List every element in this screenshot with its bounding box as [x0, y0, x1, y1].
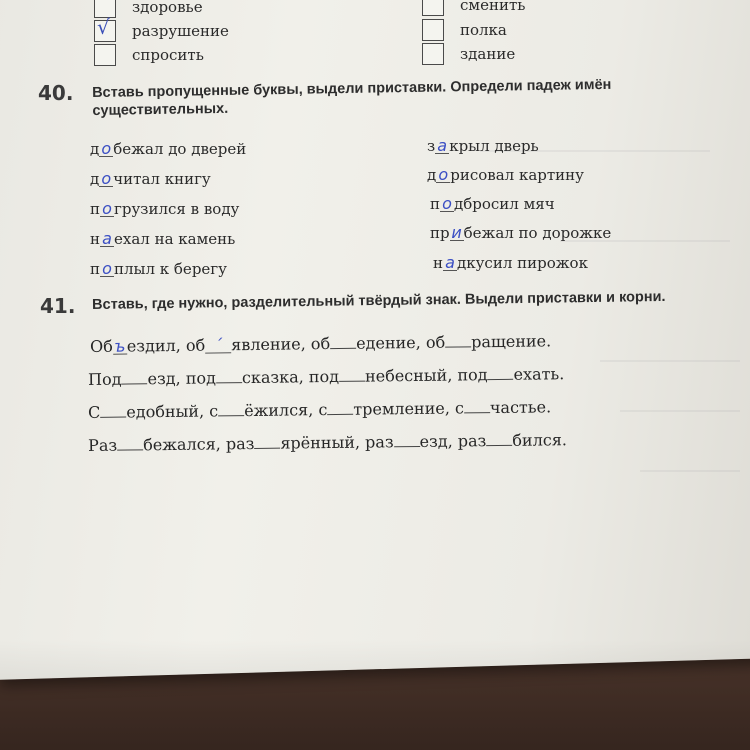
- answer-blank[interactable]: [486, 445, 512, 446]
- checkmark-icon: √: [97, 15, 110, 39]
- exercise-item: з а крыл дверь: [427, 136, 539, 155]
- exercise-item: д о читал книгу: [90, 169, 211, 188]
- answer-checkbox[interactable]: [94, 15, 116, 42]
- checkbox-label: спросить: [132, 46, 204, 64]
- checkbox-label: разрушение: [132, 22, 229, 40]
- exercise-item: д о бежал до дверей: [90, 139, 247, 158]
- exercise-item: д о рисовал картину: [427, 165, 585, 184]
- answer-blank[interactable]: [100, 417, 126, 418]
- checkbox-row: [94, 0, 203, 18]
- handwritten-answer[interactable]: ´: [205, 338, 231, 353]
- checkbox-label: здоровье: [132, 0, 203, 16]
- task-title: Вставь пропущенные буквы, выдели приставки. Определи падеж имён существительных.: [92, 76, 612, 119]
- answer-blank[interactable]: [339, 381, 365, 382]
- handwritten-answer[interactable]: а: [100, 232, 114, 247]
- handwritten-answer[interactable]: и: [451, 223, 462, 242]
- checkbox-row: [422, 43, 515, 65]
- exercise-item: п о дбросил мяч: [430, 194, 555, 213]
- task-title: Вставь, где нужно, разделительный твёрдый знак. Выдели приставки и корни.: [92, 288, 666, 313]
- task-number: 40.: [38, 81, 74, 105]
- answer-blank[interactable]: [218, 415, 244, 416]
- task-number: 41.: [40, 294, 76, 318]
- checkbox-label: сменить: [460, 0, 526, 14]
- exercise-line: Объездил, об ´ явление, об едение, об ращение.: [90, 331, 552, 356]
- handwritten-answer[interactable]: ъ: [114, 336, 126, 356]
- handwritten-answer[interactable]: о: [100, 202, 114, 217]
- answer-blank[interactable]: [117, 449, 143, 450]
- answer-checkbox[interactable]: [422, 19, 444, 41]
- checkbox-label: полка: [460, 21, 507, 39]
- answer-blank[interactable]: [327, 414, 353, 415]
- exercise-item: п о плыл к берегу: [90, 259, 227, 278]
- checkbox-row: [94, 44, 204, 66]
- handwritten-answer[interactable]: а: [435, 139, 449, 154]
- checkbox-label: здание: [460, 45, 516, 63]
- checkbox-row: [94, 15, 229, 42]
- answer-blank[interactable]: [464, 412, 490, 413]
- exercise-item: пр и бежал по дорожке: [430, 223, 612, 242]
- handwritten-answer[interactable]: о: [440, 197, 454, 212]
- exercise-item: п о грузился в воду: [90, 199, 240, 218]
- answer-blank[interactable]: [394, 446, 420, 447]
- answer-checkbox[interactable]: [94, 44, 116, 66]
- handwritten-answer[interactable]: а: [443, 256, 457, 271]
- answer-blank[interactable]: [254, 448, 280, 449]
- exercise-item: н а дкусил пирожок: [433, 253, 588, 272]
- handwritten-answer[interactable]: о: [99, 142, 113, 157]
- handwritten-answer[interactable]: о: [99, 172, 113, 187]
- exercise-line: С едобный, с ёжился, с тремление, с частье.: [88, 397, 552, 422]
- answer-checkbox[interactable]: [422, 0, 444, 16]
- answer-blank[interactable]: [488, 379, 514, 380]
- checkbox-row: [422, 0, 525, 16]
- answer-blank[interactable]: [122, 383, 148, 384]
- checkbox-row: [422, 19, 507, 41]
- exercise-line: Раз бежался, раз ярённый, раз езд, раз бился.: [88, 430, 568, 455]
- answer-blank[interactable]: [216, 382, 242, 383]
- answer-checkbox[interactable]: [422, 43, 444, 65]
- exercise-item: н а ехал на камень: [90, 229, 236, 248]
- exercise-line: Под езд, под сказка, под небесный, под ехать.: [88, 364, 565, 389]
- handwritten-answer[interactable]: о: [436, 168, 450, 183]
- handwritten-answer[interactable]: о: [100, 262, 114, 277]
